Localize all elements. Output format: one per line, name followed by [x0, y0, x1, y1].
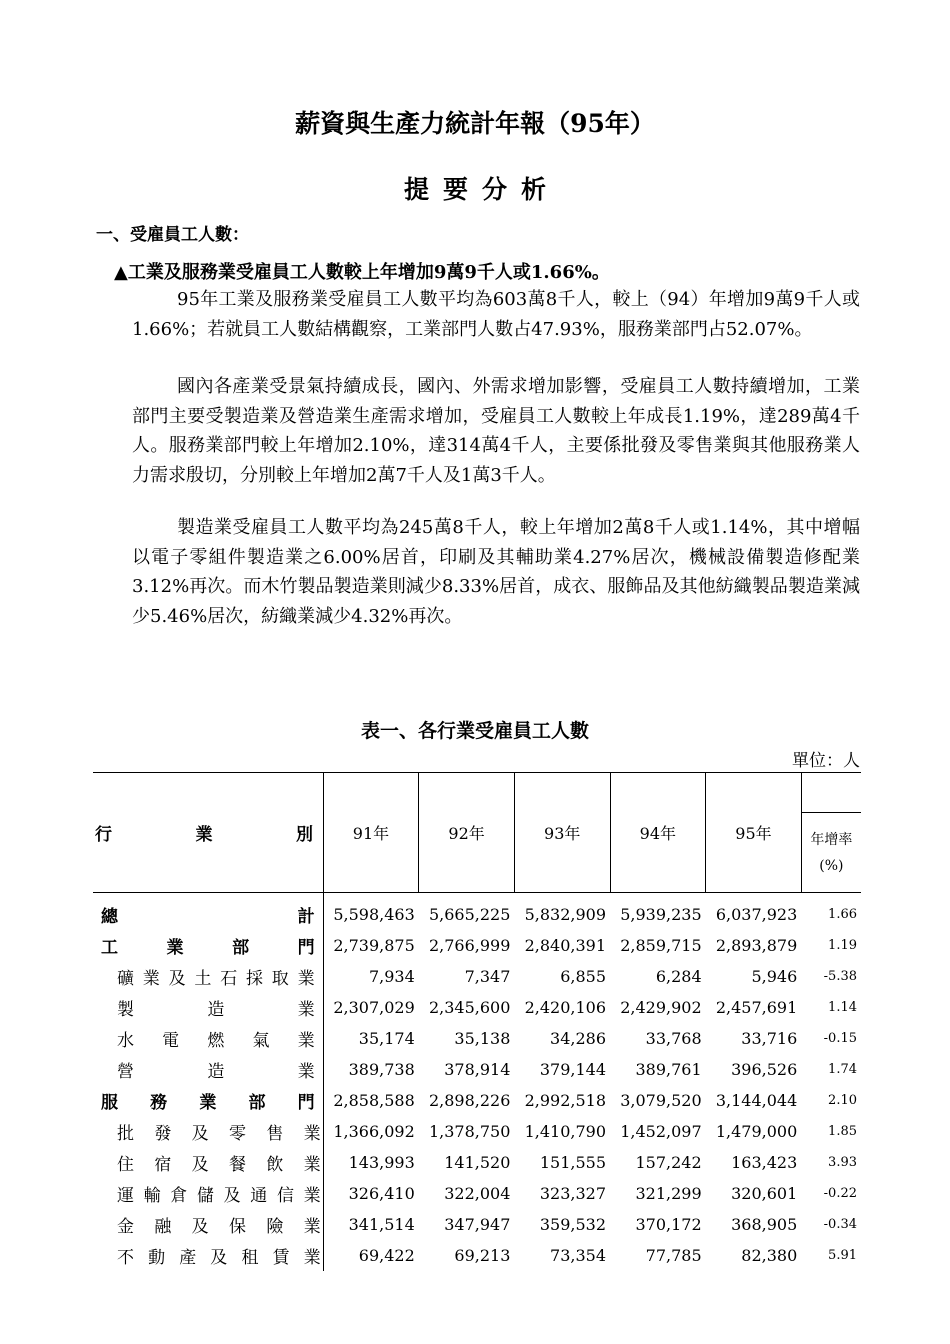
value-cell: 326,410: [348, 1184, 415, 1203]
value-cell: 69,422: [358, 1246, 415, 1265]
table-row: [93, 1054, 861, 1085]
value-cell: 35,174: [358, 1029, 415, 1048]
rate-cell: 1.19: [828, 938, 857, 953]
value-cell: 2,457,691: [715, 998, 798, 1017]
value-cell: 2,898,226: [428, 1091, 511, 1110]
value-cell: 33,716: [741, 1029, 798, 1048]
table-body: [93, 893, 861, 1272]
table-row: [93, 1147, 861, 1178]
value-cell: 2,307,029: [333, 998, 415, 1017]
industry-header: [93, 773, 323, 893]
industry-name: 總 計: [93, 893, 323, 931]
table-header-row: [93, 773, 861, 893]
highlight-statement: ▲工業及服務業受雇員工人數較上年增加9萬9千人或1.66%。: [114, 262, 610, 283]
industry-name: 營 造 業: [93, 1054, 323, 1085]
year-header-93: 93年: [514, 773, 610, 893]
value-cell: 3,144,044: [715, 1091, 798, 1110]
table-row: [93, 961, 861, 992]
rate-cell: -0.15: [823, 1031, 857, 1046]
industry-name: 批 發 及 零 售 業: [93, 1116, 323, 1147]
value-cell: 5,598,463: [333, 905, 415, 924]
rate-cell: 1.14: [828, 1000, 857, 1015]
value-cell: 368,905: [731, 1215, 798, 1234]
value-cell: 2,858,588: [333, 1091, 415, 1110]
value-cell: 151,555: [539, 1153, 607, 1172]
industry-name: 金 融 及 保 險 業: [93, 1209, 323, 1240]
value-cell: 82,380: [741, 1246, 798, 1265]
rate-cell: -0.22: [823, 1186, 857, 1201]
table-row: [93, 930, 861, 961]
value-cell: 6,284: [655, 967, 702, 986]
year-header-92: 92年: [419, 773, 515, 893]
value-cell: 2,992,518: [524, 1091, 607, 1110]
table-row: [93, 1240, 861, 1271]
value-cell: 7,347: [464, 967, 511, 986]
value-cell: 322,004: [444, 1184, 511, 1203]
value-cell: 157,242: [635, 1153, 702, 1172]
industry-name: 礦 業 及 土 石 採 取 業: [93, 961, 323, 992]
value-cell: 7,934: [368, 967, 415, 986]
table-row: [93, 1023, 861, 1054]
industry-header-label: [95, 820, 313, 845]
value-cell: 2,840,391: [524, 936, 607, 955]
value-cell: 5,939,235: [620, 905, 702, 924]
table-row: [93, 1116, 861, 1147]
value-cell: 34,286: [550, 1029, 607, 1048]
paragraph-1: 95年工業及服務業受雇員工人數平均為603萬8千人，較上（94）年增加9萬9千人或1.66%；若就員工人數結構觀察，工業部門人數占47.93%，服務業部門占52.07%。: [132, 289, 860, 340]
industry-name: 住 宿 及 餐 飲 業: [93, 1147, 323, 1178]
table-title: 表一、各行業受雇員工人數: [360, 720, 589, 742]
value-cell: 77,785: [645, 1246, 702, 1265]
value-cell: 1,410,790: [524, 1122, 607, 1141]
rate-header-unit: (%): [819, 857, 844, 874]
section-heading: 一、受雇員工人數：: [96, 225, 249, 245]
value-cell: 2,345,600: [428, 998, 511, 1017]
value-cell: 379,144: [539, 1060, 607, 1079]
rate-cell: -0.34: [823, 1217, 857, 1232]
rate-header-label: 年增率: [810, 831, 853, 848]
rate-cell: 3.93: [828, 1155, 857, 1170]
table-row: [93, 893, 861, 931]
value-cell: 35,138: [454, 1029, 511, 1048]
table-row: [93, 992, 861, 1023]
value-cell: 163,423: [731, 1153, 798, 1172]
value-cell: 6,037,923: [715, 905, 798, 924]
industry-name: 水 電 燃 氣 業: [93, 1023, 323, 1054]
value-cell: 359,532: [539, 1215, 607, 1234]
rate-cell: 1.66: [828, 907, 857, 922]
value-cell: 1,366,092: [333, 1122, 415, 1141]
rate-header: [801, 773, 861, 893]
year-header-94: 94年: [610, 773, 706, 893]
value-cell: 33,768: [645, 1029, 702, 1048]
table-row: [93, 1178, 861, 1209]
industry-header-char: 業: [195, 825, 213, 845]
report-title: 薪資與生產力統計年報（95年）: [295, 109, 655, 138]
table-row: [93, 1209, 861, 1240]
employees-table: [93, 772, 861, 1271]
value-cell: 3,079,520: [620, 1091, 702, 1110]
value-cell: 2,766,999: [428, 936, 511, 955]
paragraph-2: 國內各產業受景氣持續成長，國內、外需求增加影響，受雇員工人數持續增加，工業部門主要受製造業及營造業生產需求增加，受雇員工人數較上年成長1.19%，達289萬4千人。服務業部門較上年增加2.10%，達314萬4千人，主要係批發及零售業與其他服務業人力需求殷切，分別較上年增加2萬7千人及1萬3千人。: [132, 376, 860, 486]
industry-name: 不 動 產 及 租 賃 業: [93, 1240, 323, 1271]
value-cell: 341,514: [348, 1215, 415, 1234]
year-header-91: 91年: [323, 773, 419, 893]
value-cell: 69,213: [454, 1246, 511, 1265]
value-cell: 389,738: [348, 1060, 415, 1079]
industry-name: 運 輸 倉 儲 及 通 信 業: [93, 1178, 323, 1209]
industry-name: 服 務 業 部 門: [93, 1085, 323, 1116]
value-cell: 389,761: [635, 1060, 702, 1079]
value-cell: 2,859,715: [620, 936, 702, 955]
value-cell: 323,327: [539, 1184, 607, 1203]
value-cell: 370,172: [635, 1215, 702, 1234]
value-cell: 5,665,225: [428, 905, 511, 924]
value-cell: 378,914: [444, 1060, 511, 1079]
industry-name: 製 造 業: [93, 992, 323, 1023]
year-header-95: 95年: [706, 773, 802, 893]
value-cell: 320,601: [731, 1184, 798, 1203]
value-cell: 2,429,902: [620, 998, 702, 1017]
value-cell: 2,893,879: [715, 936, 798, 955]
value-cell: 1,378,750: [428, 1122, 511, 1141]
summary-heading: 提要分析: [403, 175, 560, 204]
value-cell: 6,855: [560, 967, 607, 986]
value-cell: 73,354: [550, 1246, 607, 1265]
value-cell: 2,739,875: [333, 936, 415, 955]
rate-cell: 1.74: [828, 1062, 857, 1077]
industry-header-char: 別: [296, 825, 313, 845]
value-cell: 5,832,909: [524, 905, 607, 924]
industry-header-char: 行: [95, 825, 112, 845]
table-row: [93, 1085, 861, 1116]
value-cell: 347,947: [444, 1215, 511, 1234]
rate-cell: 5.91: [828, 1248, 857, 1263]
value-cell: 1,479,000: [715, 1122, 798, 1141]
value-cell: 5,946: [751, 967, 798, 986]
value-cell: 1,452,097: [620, 1122, 702, 1141]
rate-cell: -5.38: [823, 969, 857, 984]
value-cell: 321,299: [635, 1184, 702, 1203]
value-cell: 141,520: [444, 1153, 511, 1172]
rate-cell: 1.85: [828, 1124, 857, 1139]
table-unit: 單位：人: [792, 751, 860, 771]
value-cell: 143,993: [348, 1153, 415, 1172]
industry-name: 工 業 部 門: [93, 930, 323, 961]
paragraph-3: 製造業受雇員工人數平均為245萬8千人，較上年增加2萬8千人或1.14%，其中增幅以電子零組件製造業之6.00%居首，印刷及其輔助業4.27%居次，機械設備製造修配業3.12%再次。而木竹製品製造業則減少8.33%居首，成衣、服飾品及其他紡織製品製造業減少5.46%居次，紡織業減少4.32%再次。: [132, 517, 860, 627]
value-cell: 2,420,106: [524, 998, 607, 1017]
rate-cell: 2.10: [828, 1093, 857, 1108]
value-cell: 396,526: [731, 1060, 798, 1079]
